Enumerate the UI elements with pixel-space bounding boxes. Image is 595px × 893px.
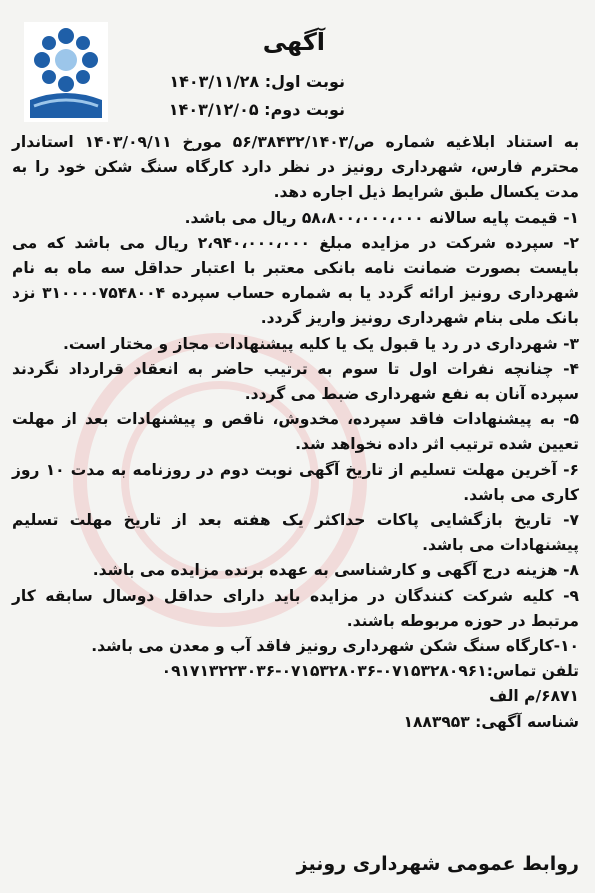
condition-item: ۱- قیمت پایه سالانه ۵۸،۸۰۰،۰۰۰،۰۰۰ ریال می باشد. [184, 208, 579, 227]
publication-round-1: نوبت اول: ۱۴۰۳/۱۱/۲۸ [169, 72, 345, 91]
condition-item: ۸- هزینه درج آگهی و کارشناسی به عهده برنده مزایده می باشد. [92, 561, 579, 580]
condition-item: ۲- سپرده شرکت در مزایده مبلغ ۲،۹۴۰،۰۰۰،۰۰۰ ریال می باشد که می بایست بصورت ضمانت نامه بانکی معتبر با اعتبار حداقل سه ماه به نام شهرداری رونیز ارائه گردد یا به شماره حساب سپرده ۳۱۰۰۰۰۷۵۴۸۰۰۴ نزد بانک ملی بنام شهرداری رونیز واریز گردد. [12, 233, 579, 328]
notice-header [10, 10, 585, 130]
condition-item: ۵- به پیشنهادات فاقد سپرده، مخدوش، ناقص و پیشنهادات بعد از مهلت تعیین شده ترتیب اثر داده نخواهد شد. [12, 410, 579, 454]
reference-code: ۶۸۷۱/م الف [489, 687, 579, 706]
condition-item: ۱۰-کارگاه سنگ شکن شهرداری رونیز فاقد آب و معدن می باشد. [91, 637, 579, 656]
ad-identifier: شناسه آگهی: ۱۸۸۳۹۵۳ [403, 712, 579, 731]
notice-title: آگهی [262, 28, 325, 56]
signature-public-relations: روابط عمومی شهرداری رونیز [296, 853, 579, 875]
condition-item: ۳- شهرداری در رد یا قبول یک یا کلیه پیشنهادات مجاز و مختار است. [63, 334, 579, 353]
condition-item: ۷- تاریخ بازگشایی پاکات حداکثر یک هفته بعد از تاریخ مهلت تسلیم پیشنهادات می باشد. [12, 511, 579, 555]
phone-numbers: تلفن تماس:۰۷۱۵۳۲۸۰۹۶۱-۰۷۱۵۳۲۸۰۳۶-۰۹۱۷۱۳۲۲۳۰۳۶ [161, 662, 579, 681]
condition-item: ۹- کلیه شرکت کنندگان در مزایده باید دارای حداقل دوسال سابقه کار مرتبط در حوزه مربوطه باشند. [12, 586, 579, 630]
condition-item: ۶- آخرین مهلت تسلیم از تاریخ آگهی نوبت دوم در روزنامه به مدت ۱۰ روز کاری می باشد. [12, 460, 579, 504]
publication-round-2: نوبت دوم: ۱۴۰۳/۱۲/۰۵ [168, 100, 345, 119]
notice-body [10, 130, 585, 659]
contact-block [10, 659, 585, 735]
notice-intro: به استناد ابلاغیه شماره ص/۵۶/۳۸۴۳۲/۱۴۰۳ مورخ ۱۴۰۳/۰۹/۱۱ استاندار محترم فارس، شهرداری رونیز در نظر دارد کارگاه سنگ شکن خود را به مدت یکسال طبق شرایط ذیل اجاره دهد. [12, 133, 580, 202]
condition-item: ۴- چنانچه نفرات اول تا سوم به ترتیب حاضر به انعقاد قرارداد نگردند سپرده آنان به نفع شهرداری ضبط می گردد. [12, 359, 579, 404]
municipality-logo [24, 22, 108, 122]
